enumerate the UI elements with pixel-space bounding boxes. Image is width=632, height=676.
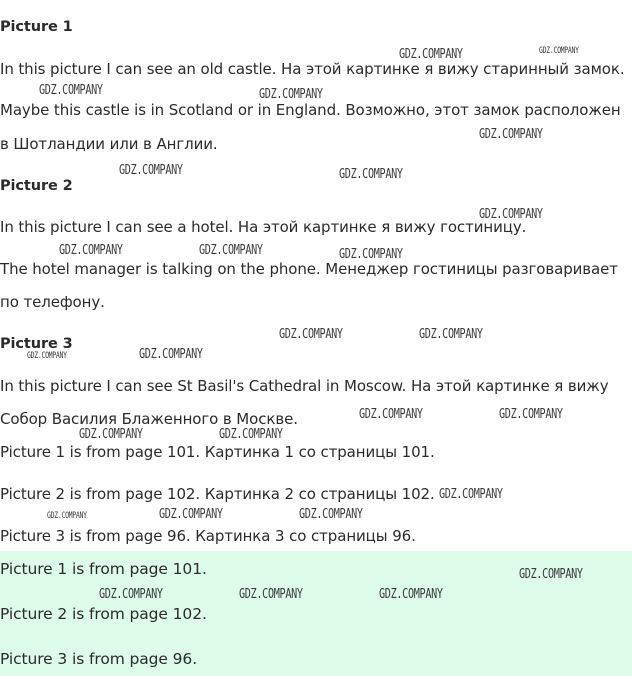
picture-1-line-2: Maybe this castle is in Scotland or in England. Возможно, этот замок расположен [0,101,621,119]
page-ref-2: Picture 2 is from page 102. Картинка 2 со страницы 102. [0,485,435,503]
watermark-text: GDZ.COMPANY [199,243,263,258]
watermark-text: GDZ.COMPANY [239,587,303,602]
page-ref-1: Picture 1 is from page 101. Картинка 1 со страницы 101. [0,443,435,461]
watermark-text: GDZ.COMPANY [47,511,87,521]
watermark-text: GDZ.COMPANY [59,243,123,258]
watermark-text: GDZ.COMPANY [79,427,143,442]
page-ref-3: Picture 3 is from page 96. Картинка 3 со страницы 96. [0,527,416,545]
picture-3-line-1: In this picture I can see St Basil's Cathedral in Moscow. На этой картинке я вижу [0,377,609,395]
watermark-text: GDZ.COMPANY [159,507,223,522]
watermark-text: GDZ.COMPANY [139,347,203,362]
picture-1-heading: Picture 1 [0,19,73,35]
picture-2-line-2: The hotel manager is talking on the phone. Менеджер гостиницы разговаривает [0,260,618,278]
picture-3-heading: Picture 3 [0,336,73,352]
watermark-text: GDZ.COMPANY [339,247,403,262]
watermark-text: GDZ.COMPANY [27,351,67,361]
watermark-text: GDZ.COMPANY [339,167,403,182]
picture-3-line-2: Собор Василия Блаженного в Москве. [0,410,298,428]
watermark-text: GDZ.COMPANY [299,507,363,522]
answer-line-3: Picture 3 is from page 96. [0,650,198,668]
watermark-text: GDZ.COMPANY [499,407,563,422]
picture-2-heading: Picture 2 [0,178,73,194]
answer-line-1: Picture 1 is from page 101. [0,560,207,578]
watermark-text: GDZ.COMPANY [419,327,483,342]
watermark-text: GDZ.COMPANY [259,87,323,102]
watermark-text: GDZ.COMPANY [479,207,543,222]
watermark-text: GDZ.COMPANY [219,427,283,442]
watermark-text: GDZ.COMPANY [439,487,503,502]
picture-1-line-3: в Шотландии или в Англии. [0,135,218,153]
watermark-text: GDZ.COMPANY [99,587,163,602]
watermark-text: GDZ.COMPANY [39,83,103,98]
watermark-text: GDZ.COMPANY [359,407,423,422]
watermark-text: GDZ.COMPANY [539,46,579,56]
picture-1-line-1: In this picture I can see an old castle. На этой картинке я вижу старинный замок. [0,60,625,78]
watermark-text: GDZ.COMPANY [379,587,443,602]
watermark-text: GDZ.COMPANY [399,47,463,62]
watermark-text: GDZ.COMPANY [479,127,543,142]
picture-2-line-1: In this picture I can see a hotel. На этой картинке я вижу гостиницу. [0,218,527,236]
watermark-text: GDZ.COMPANY [519,567,583,582]
answer-line-2: Picture 2 is from page 102. [0,605,207,623]
watermark-text: GDZ.COMPANY [119,163,183,178]
picture-2-line-3: по телефону. [0,293,105,311]
watermark-text: GDZ.COMPANY [279,327,343,342]
